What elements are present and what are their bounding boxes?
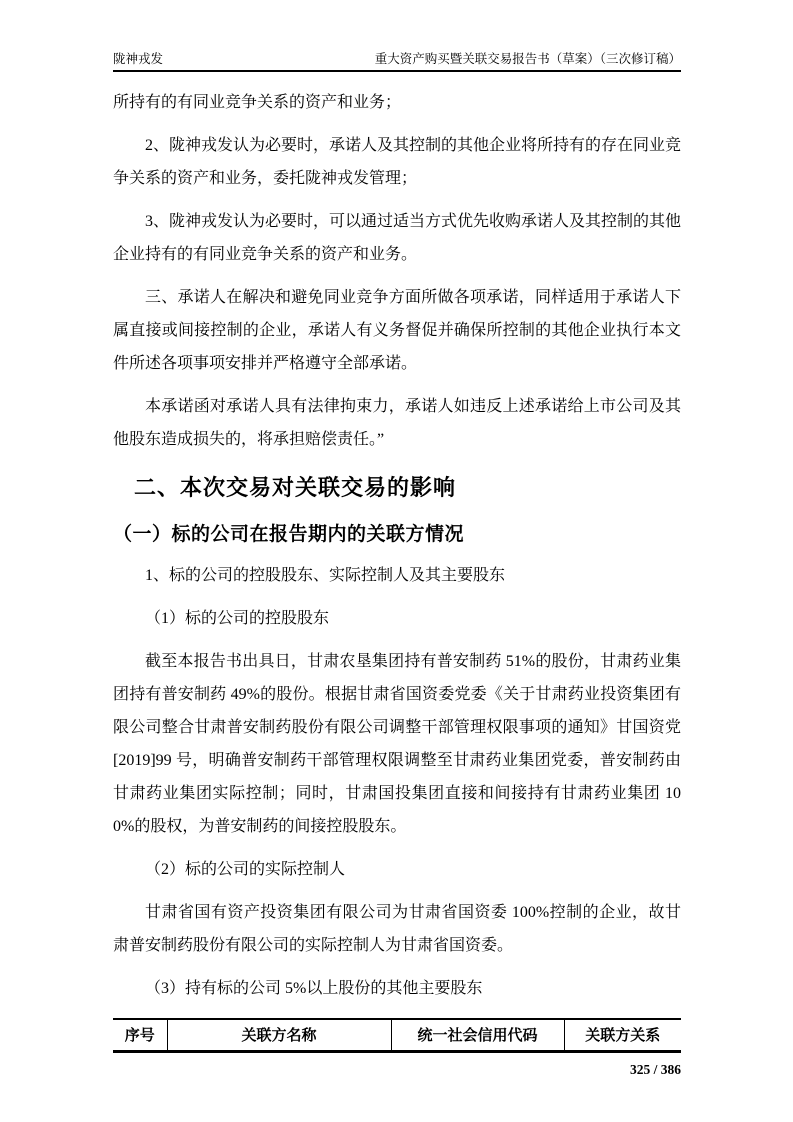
header-left-title: 陇神戎发 xyxy=(113,52,164,66)
page-header xyxy=(113,52,681,72)
paragraph-commitment-liability: 本承诺函对承诺人具有法律拘束力，承诺人如违反上述承诺给上市公司及其他股东造成损失的，将承担赔偿责任。” xyxy=(113,398,681,448)
page-number: 325 / 386 xyxy=(629,1062,681,1077)
numbered-item-2: 2、陇神戎发认为必要时，承诺人及其控制的其他企业将所持有的存在同业竞争关系的资产和业务，委托陇神戎发管理； xyxy=(113,137,682,187)
subsection-heading: （一）标的公司在报告期内的关联方情况 xyxy=(113,524,465,545)
item-heading-1-1: （1）标的公司的控股股东 xyxy=(145,610,330,627)
page-footer xyxy=(113,1062,681,1078)
column-header-related-party-name: 关联方名称 xyxy=(167,1019,391,1052)
continuation-paragraph: 所持有的有同业竞争关系的资产和业务； xyxy=(113,94,402,111)
column-header-relationship: 关联方关系 xyxy=(564,1019,681,1052)
paragraph-controlling-shareholder: 截至本报告书出具日，甘肃农垦集团持有普安制药 51%的股份，甘肃药业集团持有普安制药 49%的股份。根据甘肃省国资委党委《关于甘肃药业投资集团有限公司整合甘肃普安制药股份有限公司调整干部管理权限事项的通知》甘国资党[2019]99 号，明确普安制药干部管理权限调整至甘肃药业集团党委，普安制药由甘肃药业集团实际控制；同时，甘肃国投集团直接和间接持有甘肃药业集团 100%的股权，为普安制药的间接控股股东。 xyxy=(113,653,681,835)
column-header-social-credit-code: 统一社会信用代码 xyxy=(391,1019,564,1052)
item-heading-1: 1、标的公司的控股股东、实际控制人及其主要股东 xyxy=(145,567,506,584)
numbered-item-3: 3、陇神戎发认为必要时，可以通过适当方式优先收购承诺人及其控制的其他企业持有的有同业竞争关系的资产和业务。 xyxy=(113,213,682,263)
item-heading-1-2: （2）标的公司的实际控制人 xyxy=(145,861,346,878)
column-header-serial-number: 序号 xyxy=(124,1028,155,1044)
paragraph-commitment-scope: 三、承诺人在解决和避免同业竞争方面所做各项承诺，同样适用于承诺人下属直接或间接控制的企业，承诺人有义务督促并确保所控制的其他企业执行本文件所述各项事项安排并严格遵守全部承诺。 xyxy=(113,289,681,372)
item-heading-1-3: （3）持有标的公司 5%以上股份的其他主要股东 xyxy=(145,980,483,997)
table-header-row xyxy=(113,1019,681,1052)
header-right-title: 重大资产购买暨关联交易报告书（草案）（三次修订稿） xyxy=(374,52,681,66)
document-body xyxy=(113,86,681,1078)
section-heading: 二、本次交易对关联交易的影响 xyxy=(134,475,457,500)
paragraph-actual-controller: 甘肃省国有资产投资集团有限公司为甘肃省国资委 100%控制的企业，故甘肃普安制药股份有限公司的实际控制人为甘肃省国资委。 xyxy=(113,904,681,954)
related-party-table xyxy=(113,1018,681,1053)
